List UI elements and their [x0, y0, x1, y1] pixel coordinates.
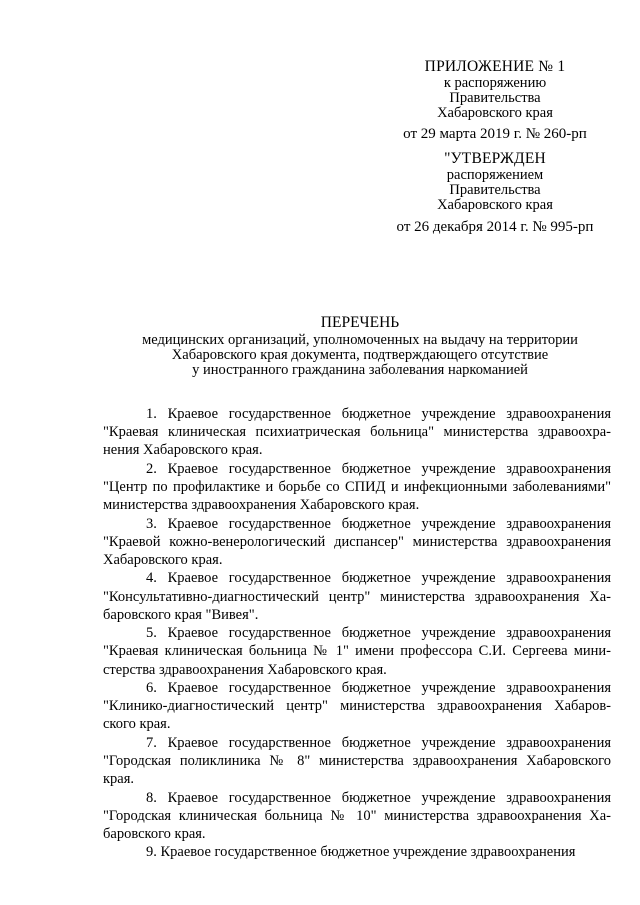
list-item-line: 2. Краевое государственное бюджетное учреждение здравоохранения [146, 460, 611, 477]
list-item-line: баровского края. [103, 825, 206, 842]
list-item-line: "Консультативно-диагностический центр" министерства здравоохранения Ха- [103, 588, 611, 605]
list-item [103, 624, 611, 679]
appendix-line: к распоряжению [443, 75, 547, 91]
list-item-line: нения Хабаровского края. [103, 442, 263, 459]
list-item-line: министерства здравоохранения Хабаровского края. [103, 497, 420, 514]
list-subtitle [100, 333, 620, 378]
list-item [103, 515, 611, 570]
list-item-line: 7. Краевое государственное бюджетное учреждение здравоохранения [146, 734, 611, 751]
subtitle-line: у иностранного гражданина заболевания наркоманией [192, 362, 528, 378]
appendix-line: Правительства [449, 90, 541, 106]
list-item-line: 8. Краевое государственное бюджетное учреждение здравоохранения [146, 789, 611, 806]
approved-title: "УТВЕРЖДЕН [444, 150, 546, 167]
list-item-line: стерства здравоохранения Хабаровского края. [103, 661, 387, 678]
list-item [103, 405, 611, 460]
list-item-line: 1. Краевое государственное бюджетное учреждение здравоохранения [146, 406, 611, 422]
list-item-line: 3. Краевое государственное бюджетное учреждение здравоохранения [146, 515, 611, 532]
organization-list [103, 405, 611, 862]
list-item-line: "Центр по профилактике и борьбе со СПИД и инфекционными заболеваниями" [103, 479, 611, 495]
list-item [103, 460, 611, 515]
list-item-line: 4. Краевое государственное бюджетное учреждение здравоохранения [146, 570, 611, 587]
list-item [103, 679, 611, 734]
subtitle-line: Хабаровского края документа, подтверждающего отсутствие [171, 347, 549, 363]
list-item-line: Хабаровского края. [103, 552, 223, 568]
appendix-line: Хабаровского края [437, 105, 553, 121]
subtitle-line: медицинских организаций, уполномоченных на выдачу на территории [142, 332, 578, 348]
list-item-line: баровского края "Вивея". [103, 606, 259, 623]
appendix-title: ПРИЛОЖЕНИЕ № 1 [424, 58, 566, 75]
list-title: ПЕРЕЧЕНЬ [320, 314, 400, 331]
approved-date: от 26 декабря 2014 г. № 995-рп [396, 219, 594, 235]
approved-line: Хабаровского края [437, 197, 553, 213]
list-item [103, 734, 611, 789]
list-item-line: 6. Краевое государственное бюджетное учреждение здравоохранения [146, 679, 611, 696]
list-item-line: "Краевая клиническая психиатрическая больница" министерства здравоохра- [103, 424, 611, 441]
approved-line: распоряжением [446, 167, 544, 183]
appendix-block [380, 58, 610, 143]
list-item-line: "Клинико-диагностический центр" министерства здравоохранения Хабаров- [103, 698, 611, 715]
list-item-line: "Городская клиническая больница № 10" министерства здравоохранения Ха- [103, 807, 611, 824]
list-item-line: края. [103, 771, 135, 788]
approved-line: Правительства [449, 182, 541, 198]
list-item [103, 843, 611, 861]
list-item [103, 789, 611, 844]
appendix-date: от 29 марта 2019 г. № 260-рп [403, 126, 587, 142]
list-item-line: "Краевой кожно-венерологический диспансер" министерства здравоохранения [103, 533, 611, 550]
list-item-line: 9. Краевое государственное бюджетное учреждение здравоохранения [146, 844, 576, 861]
list-item-line: 5. Краевое государственное бюджетное учреждение здравоохранения [146, 625, 611, 642]
list-item-line: "Городская поликлиника № 8" министерства здравоохранения Хабаровского [103, 752, 611, 769]
list-item [103, 569, 611, 624]
list-item-line: ского края. [103, 716, 171, 733]
approved-block [380, 150, 610, 236]
list-item-line: "Краевая клиническая больница № 1" имени профессора С.И. Сергеева мини- [103, 643, 611, 660]
